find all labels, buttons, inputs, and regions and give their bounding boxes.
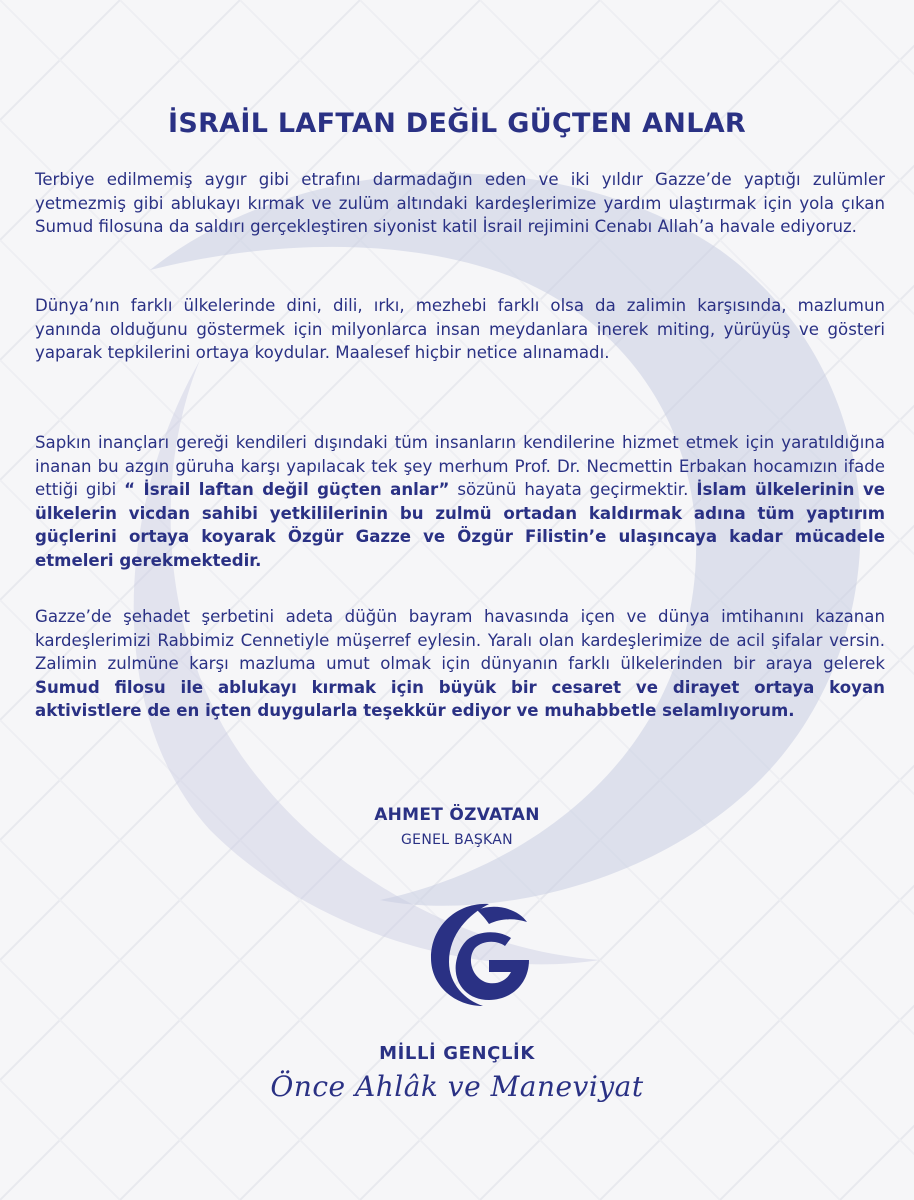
document-title: İSRAİL LAFTAN DEĞİL GÜÇTEN ANLAR xyxy=(168,108,746,139)
signature-role: GENEL BAŞKAN xyxy=(401,832,513,848)
paragraph-3 xyxy=(35,431,885,573)
signature-name: AHMET ÖZVATAN xyxy=(374,805,540,825)
milli-genclik-g-logo-icon xyxy=(427,900,535,1008)
paragraph-3-emphasis: İslam ülkelerinin ve ülkelerin vicdan sahibi yetkililerinin bu zulmü ortadan kaldırmak adına tüm yaptırım güçlerini ortaya koyarak Özgür Gazze ve Özgür Filistin’e ulaşıncaya kadar mücadele etmeleri gerekmektedir. xyxy=(35,480,886,570)
paragraph-2: Dünya’nın farklı ülkelerinde dini, dili, ırkı, mezhebi farklı olsa da zalimin karşısında, mazlumun yanında olduğunu göstermek için milyonlarca insan meydanlara inerek miting, yürüyüş ve gösteri yaparak tepkilerini ortaya koydular. Maalesef hiçbir netice alınamadı. xyxy=(35,296,885,363)
brand-slogan: Önce Ahlâk ve Maneviyat xyxy=(270,1070,644,1103)
paragraph-1: Terbiye edilmemiş aygır gibi etrafını darmadağın eden ve iki yıldır Gazze’de yaptığı zulümler yetmezmiş gibi ablukayı kırmak ve zulüm altındaki kardeşlerimize yardım ulaştırmak için yola çıkan Sumud filosuna da saldırı gerçekleştiren siyonist katil İsrail rejimini Cenabı Allah’a havale ediyoruz. xyxy=(35,170,885,237)
paragraph-4-text: Gazze’de şehadet şerbetini adeta düğün bayram havasında içen ve dünya imtihanını kazanan kardeşlerimizi Rabbimiz Cennetiyle müşerref eylesin. Yaralı olan kardeşlerimize de acil şifalar versin. Zalimin zulmüne karşı mazluma umut olmak için dünyanın farklı ülkelerinden bir araya gelerek xyxy=(35,607,885,674)
erbakan-quote: “ İsrail laftan değil güçten anlar” xyxy=(124,480,450,500)
paragraph-4-emphasis: Sumud filosu ile ablukayı kırmak için büyük bir cesaret ve dirayet ortaya koyan aktivistlere de en içten duygularla teşekkür ediyor ve muhabbetle selamlıyorum. xyxy=(35,677,885,721)
paragraph-4 xyxy=(35,605,885,723)
paragraph-3-text-continued: sözünü hayata geçirmektir. xyxy=(449,480,697,500)
paragraph-3-text: Sapkın inançları gereği kendileri dışındaki tüm insanların kendilerine hizmet etmek için yaratıldığına inanan bu azgın güruha karşı yapılacak tek şey merhum Prof. Dr. Necmettin Erbakan hocamızın ifade ettiği gibi xyxy=(35,433,885,500)
brand-name: MİLLİ GENÇLİK xyxy=(379,1043,535,1064)
